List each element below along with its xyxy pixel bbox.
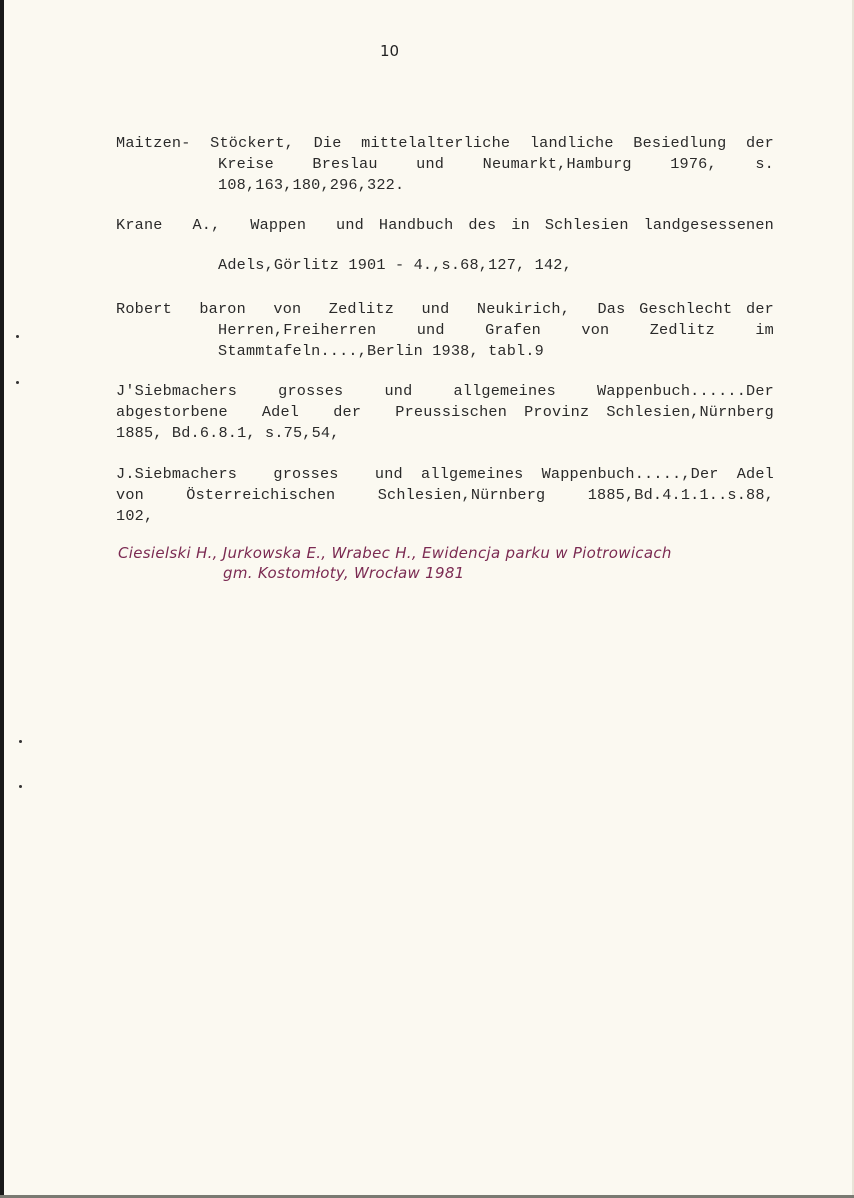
entry-line: 1885, Bd.6.8.1, s.75,54,	[116, 424, 340, 442]
margin-mark	[19, 740, 22, 743]
entry-line: Adels,Görlitz 1901 - 4.,s.68,127, 142,	[218, 256, 572, 274]
handwritten-note	[118, 543, 818, 583]
entry-line: J.Siebmachers grosses und allgemeines Wappenbuch.....,Der Adel	[116, 465, 774, 483]
margin-mark	[16, 381, 19, 384]
entry-line: Maitzen- Stöckert, Die mittelalterliche landliche Besiedlung der	[116, 134, 774, 152]
entry-line: von Österreichischen Schlesien,Nürnberg 1885,Bd.4.1.1..s.88,	[116, 486, 774, 504]
entry-line: Herren,Freiherren und Grafen von Zedlitz im	[218, 321, 774, 339]
bibliography-entry	[116, 299, 774, 362]
bibliography-entry	[116, 464, 774, 527]
entry-line: J'Siebmachers grosses und allgemeines Wappenbuch......Der	[116, 382, 774, 400]
entry-line: abgestorbene Adel der Preussischen Provinz Schlesien,Nürnberg	[116, 403, 774, 421]
handwritten-line: gm. Kostomłoty, Wrocław 1981	[223, 564, 465, 582]
entry-line: Robert baron von Zedlitz und Neukirich, Das Geschlecht der	[116, 300, 774, 318]
margin-mark	[19, 785, 22, 788]
handwritten-line: Ciesielski H., Jurkowska E., Wrabec H., Ewidencja parku w Piotrowicach	[118, 544, 672, 562]
page-number: 10	[380, 42, 400, 60]
entry-line: 108,163,180,296,322.	[218, 176, 405, 194]
bibliography-entry	[116, 215, 774, 276]
entry-line: Krane A., Wappen und Handbuch des in Schlesien landgesessenen	[116, 216, 774, 234]
entry-line: Kreise Breslau und Neumarkt,Hamburg 1976, s.	[218, 155, 774, 173]
margin-mark	[16, 335, 19, 338]
scan-left-edge	[0, 0, 4, 1198]
bibliography-entry	[116, 381, 774, 444]
bibliography-entry	[116, 133, 774, 196]
entry-line: Stammtafeln....,Berlin 1938, tabl.9	[218, 342, 544, 360]
entry-line: 102,	[116, 507, 154, 525]
